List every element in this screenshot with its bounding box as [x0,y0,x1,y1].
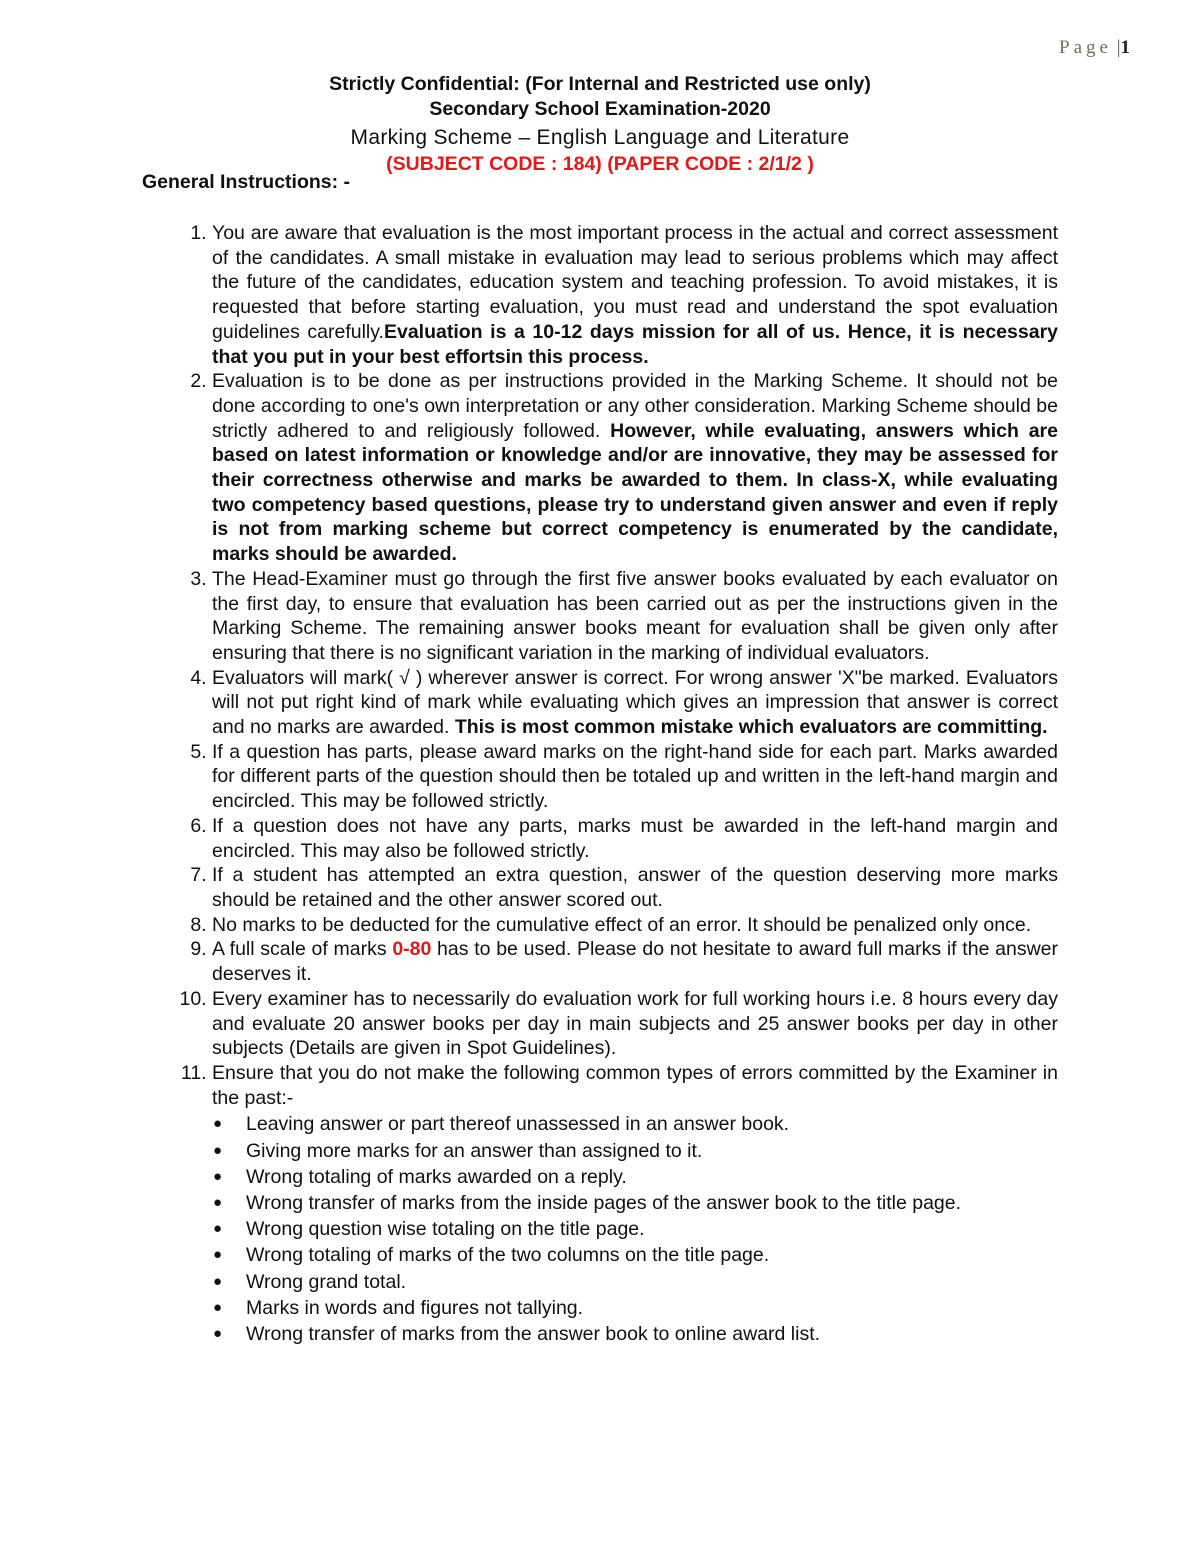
confidential-line: Strictly Confidential: (For Internal and Restricted use only) [329,73,871,95]
instruction-item [212,740,1058,814]
marking-scheme-title: Marking Scheme – English Language and Literature [350,126,850,149]
instruction-item [212,863,1058,912]
instruction-item [212,814,1058,863]
error-item: ● Leaving answer or part thereof unassessed in an answer book. [212,1111,1058,1137]
instruction-text: No marks to be deducted for the cumulative effect of an error. It should be penalized only once. [212,913,1032,936]
general-instructions-heading: General Instructions: - [142,171,351,193]
common-errors-list [212,1111,1058,1347]
error-item: ● Wrong totaling of marks of the two columns on the title page. [212,1242,1058,1268]
instruction-text: If a student has attempted an extra question, answer of the question deserving more marks should be retained and the other answer scored out. [212,864,1058,911]
page-label: Page [1059,37,1112,58]
error-item: ● Marks in words and figures not tallying. [212,1295,1058,1321]
instruction-item [212,567,1058,666]
error-item: ● Wrong grand total. [212,1269,1058,1295]
document-header [0,72,1200,177]
instruction-item [212,1061,1058,1347]
instruction-text: You are aware that evaluation is the most important process in the actual and correct assessment of the candidates. A small mistake in evaluation may lead to serious problems which may affect the future of the candidates, education system and teaching profession. To avoid mistakes, it is requested that before starting evaluation, you must read and understand the spot evaluation guidelines carefully. [212,222,1058,343]
bullet-icon: ● [213,1193,223,1211]
error-item: ● Giving more marks for an answer than assigned to it. [212,1138,1058,1164]
error-item: ● Wrong totaling of marks awarded on a reply. [212,1164,1058,1190]
page-number [1059,37,1130,59]
exam-title: Secondary School Examination-2020 [429,98,771,120]
bullet-icon: ● [213,1246,223,1264]
instruction-text: If a question does not have any parts, marks must be awarded in the left-hand margin and encircled. This may also be followed strictly. [212,814,1058,862]
page-number-value: 1 [1120,37,1130,58]
instruction-item [212,987,1058,1061]
bullet-icon: ● [213,1324,223,1342]
bullet-icon: ● [213,1115,223,1133]
instruction-item [212,221,1058,369]
subject-code-line: (SUBJECT CODE : 184) (PAPER CODE : 2/1/2 ) [386,153,814,175]
instruction-text: A full scale of marks [212,938,393,961]
instruction-item [212,666,1058,740]
instruction-text: Evaluation is to be done as per instructions provided in the Marking Scheme. It should not be done according to one's own interpretation or any other consideration. Marking Scheme should be strictly adhered to and religiously followed. [212,370,1058,442]
instruction-item [212,937,1058,986]
instruction-text: has to be used. Please do not hesitate to award full marks if the answer deserves it. [212,938,1058,986]
error-item: ● Wrong question wise totaling on the title page. [212,1216,1058,1242]
bullet-icon: ● [213,1220,223,1238]
bullet-icon: ● [213,1298,223,1316]
instruction-text: If a question has parts, please award marks on the right-hand side for each part. Marks awarded for different parts of the question should then be totaled up and written in the left-hand margin and encircled. This may be followed strictly. [212,740,1058,813]
page-separator: | [1116,37,1121,58]
error-item: ● Wrong transfer of marks from the inside pages of the answer book to the title page. [212,1190,1058,1216]
instruction-emphasis: Evaluation is a 10-12 days mission for all of us. Hence, it is necessary that you put in your best effortsin this process. [212,320,1058,368]
bullet-icon: ● [213,1272,223,1290]
instruction-text: Ensure that you do not make the following common types of errors committed by the Examiner in the past:- [212,1061,1058,1109]
instruction-emphasis: This is most common mistake which evaluators are committing. [454,716,1048,739]
error-item: ● Wrong transfer of marks from the answer book to online award list. [212,1321,1058,1347]
instructions-list [0,221,1058,1347]
instruction-text: The Head-Examiner must go through the first five answer books evaluated by each evaluator on the first day, to ensure that evaluation has been carried out as per the instructions given in the Marking Scheme. The remaining answer books meant for evaluation shall be given only after ensuring that there is no significant variation in the marking of individual evaluators. [212,567,1058,664]
instruction-text: Every examiner has to necessarily do evaluation work for full working hours i.e. 8 hours every day and evaluate 20 answer books per day in main subjects and 25 answer books per day in other subjects (Details are given in Spot Guidelines). [212,987,1058,1060]
instruction-item [212,913,1058,938]
marks-range: 0-80 [392,938,432,961]
bullet-icon: ● [213,1167,223,1185]
instruction-item [212,369,1058,567]
instruction-text: Evaluators will mark( √ ) wherever answer is correct. For wrong answer 'X"be marked. Evaluators will not put right kind of mark while evaluating which gives an impression that answer is correct and no marks are awarded. [212,666,1058,739]
bullet-icon: ● [213,1141,223,1159]
instruction-emphasis: However, while evaluating, answers which are based on latest information or knowledge and/or are innovative, they may be assessed for their correctness otherwise and marks be awarded to them. In class-X, while evaluating two competency based questions, please try to understand given answer and even if reply is not from marking scheme but correct competency is enumerated by the candidate, marks should be awarded. [212,419,1058,566]
